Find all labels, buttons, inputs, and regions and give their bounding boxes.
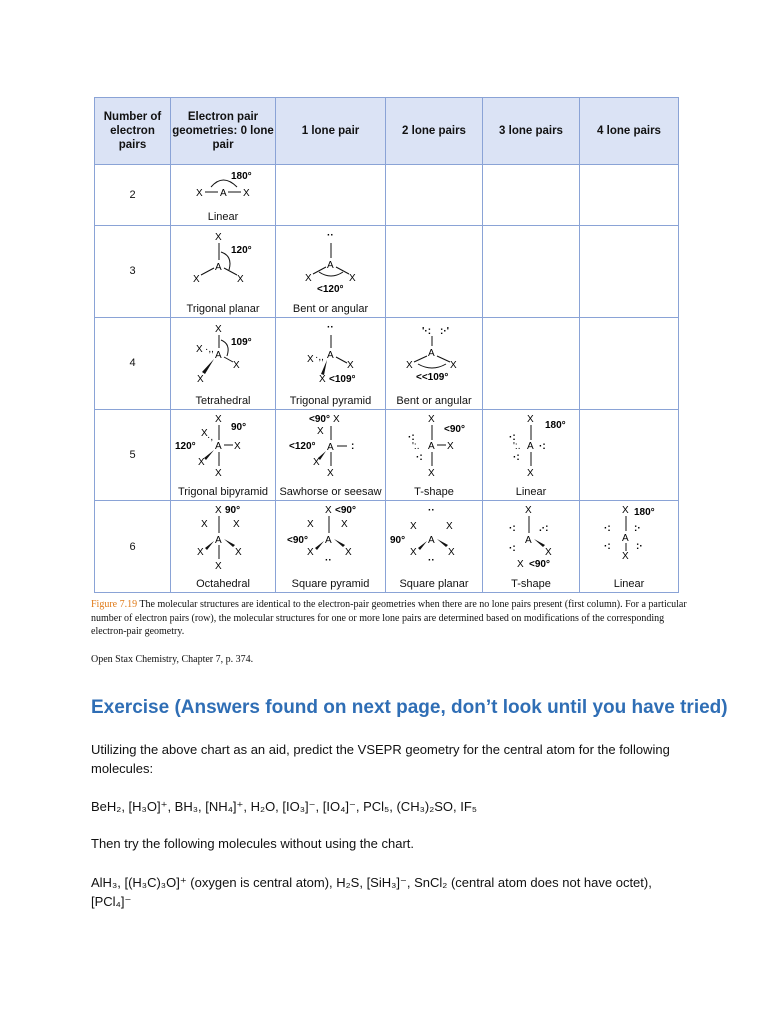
shape-cell xyxy=(276,409,386,501)
bent-diagram xyxy=(277,226,385,294)
shape-cell xyxy=(171,317,276,409)
shape-cell xyxy=(171,165,276,226)
svg-text:':.: ':. xyxy=(412,440,420,452)
shape-cell xyxy=(171,409,276,501)
svg-text:X: X xyxy=(622,505,629,517)
table-header-row xyxy=(95,98,679,165)
svg-text:X: X xyxy=(215,505,222,517)
empty-cell xyxy=(386,165,483,226)
shape-name: Tetrahedral xyxy=(195,394,251,407)
svg-text:X: X xyxy=(428,467,435,478)
svg-text:<120°: <120° xyxy=(316,284,344,294)
figure-caption xyxy=(91,598,691,639)
shape-name: Trigonal planar xyxy=(186,302,260,315)
table-row xyxy=(95,226,679,318)
svg-text:X: X xyxy=(324,505,332,517)
svg-text:'·:: '·: xyxy=(422,325,432,337)
svg-text:X: X xyxy=(198,456,205,468)
svg-text:.·:: .·: xyxy=(539,523,549,535)
svg-text:X: X xyxy=(316,425,324,437)
linear-diagram xyxy=(171,165,275,209)
svg-text:··: ·· xyxy=(324,555,332,567)
svg-text:X: X xyxy=(340,519,348,531)
pairs-cell: 2 xyxy=(95,165,171,226)
svg-text:A: A xyxy=(428,535,435,547)
shape-cell xyxy=(276,501,386,593)
svg-text:<109°: <109° xyxy=(328,373,356,385)
pairs-cell: 4 xyxy=(95,317,171,409)
svg-text:A: A xyxy=(215,262,222,273)
svg-text:X: X xyxy=(197,373,204,385)
svg-text:<<109°: <<109° xyxy=(416,371,449,383)
shape-name: Linear xyxy=(515,486,547,499)
svg-text:<90°: <90° xyxy=(334,505,356,517)
svg-text:X: X xyxy=(234,440,241,452)
svg-text:·,,: ·,, xyxy=(314,351,324,363)
svg-text:<90°: <90° xyxy=(308,413,330,425)
svg-text:X: X xyxy=(525,505,532,517)
shape-name: Square planar xyxy=(399,578,469,591)
svg-text:<90°: <90° xyxy=(444,423,465,435)
empty-cell xyxy=(580,409,679,501)
svg-text:A: A xyxy=(220,188,227,199)
svg-text:90°: 90° xyxy=(231,421,247,433)
svg-text:X: X xyxy=(215,323,222,335)
svg-text:X: X xyxy=(215,467,222,478)
svg-text:·:: ·: xyxy=(604,541,611,553)
svg-text:A: A xyxy=(527,440,534,452)
t-shape-six-diagram xyxy=(483,501,579,571)
exercise-heading: Exercise (Answers found on next page, don’t look until you have tried) xyxy=(91,697,728,718)
svg-text::·': :·' xyxy=(440,325,450,337)
shape-cell xyxy=(386,317,483,409)
svg-text:X: X xyxy=(410,547,417,559)
svg-text:·:: ·: xyxy=(416,451,423,463)
header-three-lone-pairs: 3 lone pairs xyxy=(483,98,580,165)
trigonal-pyramid-diagram xyxy=(277,318,385,386)
caption-text: The molecular structures are identical to the electron-pair geometries when there are no lone pairs present (first column). For a particular number of electron pairs (row), the molecular structures for one or more lone pairs are determined based on modifications of the corresponding electron-pair geometry. xyxy=(91,599,687,637)
svg-text:X: X xyxy=(233,519,240,531)
svg-text:<90°: <90° xyxy=(286,535,308,547)
svg-text:X: X xyxy=(215,413,222,425)
header-one-lone-pair: 1 lone pair xyxy=(276,98,386,165)
svg-text:X: X xyxy=(233,359,240,371)
svg-text:A: A xyxy=(326,260,334,271)
svg-text:A: A xyxy=(215,440,222,452)
svg-text:X: X xyxy=(332,413,340,425)
svg-text:<90°: <90° xyxy=(529,559,550,571)
svg-text:X: X xyxy=(243,188,250,199)
shape-name: Sawhorse or seesaw xyxy=(279,486,382,499)
octahedral-diagram xyxy=(171,501,275,571)
svg-text:X: X xyxy=(197,547,204,559)
t-shape-diagram xyxy=(386,410,482,478)
svg-text:X: X xyxy=(446,521,453,533)
molecule-list-2: AlH₃, [(H₃C)₃O]⁺ (oxygen is central atom), H₂S, [SiH₃]⁻, SnCl₂ (central atom does not have octet), [PCl₄]⁻ xyxy=(91,875,652,909)
shape-name: Bent or angular xyxy=(396,394,472,407)
svg-text:X: X xyxy=(201,519,208,531)
svg-text:A: A xyxy=(525,535,532,547)
svg-text:109°: 109° xyxy=(231,336,252,348)
exercise-instruction: Then try the following molecules without using the chart. xyxy=(91,836,415,851)
svg-text:X: X xyxy=(406,359,413,371)
empty-cell xyxy=(483,317,580,409)
svg-text:X: X xyxy=(344,547,352,559)
shape-cell xyxy=(386,501,483,593)
molecule-list-1: BeH₂, [H₃O]⁺, BH₃, [NH₄]⁺, H₂O, [IO₃]⁻, [IO₄]⁻, PCl₅, (CH₃)₂SO, IF₅ xyxy=(91,799,478,814)
svg-text:90°: 90° xyxy=(225,505,241,517)
shape-name: Trigonal pyramid xyxy=(289,394,372,407)
svg-text:X: X xyxy=(428,413,435,425)
empty-cell xyxy=(386,226,483,318)
svg-text:A: A xyxy=(324,535,332,547)
svg-text:180°: 180° xyxy=(634,507,655,519)
seesaw-diagram xyxy=(277,410,385,478)
svg-text:X: X xyxy=(306,353,314,365)
shape-cell xyxy=(386,409,483,501)
svg-text:X: X xyxy=(318,373,326,385)
table-row xyxy=(95,409,679,501)
svg-text:·:: ·: xyxy=(509,523,516,535)
svg-text:120°: 120° xyxy=(231,245,252,256)
svg-text:·,,: ·,, xyxy=(205,343,214,355)
svg-text:·:: ·: xyxy=(509,431,516,443)
shape-cell xyxy=(580,501,679,593)
header-electron-pairs: Number of electron pairs xyxy=(95,98,171,165)
empty-cell xyxy=(276,165,386,226)
shape-name: Square pyramid xyxy=(291,578,370,591)
svg-text:X: X xyxy=(326,467,334,478)
svg-text:X: X xyxy=(348,273,356,284)
svg-text:X: X xyxy=(306,547,314,559)
svg-text:··: ·· xyxy=(326,230,334,241)
svg-text:X: X xyxy=(201,427,208,439)
shape-cell xyxy=(276,226,386,318)
svg-text:·:: ·: xyxy=(539,440,546,452)
svg-text:X: X xyxy=(306,519,314,531)
svg-text:··: ·· xyxy=(428,505,435,517)
header-zero-lone-pair: Electron pair geometries: 0 lone pair xyxy=(171,98,276,165)
shape-name: T-shape xyxy=(414,486,454,499)
svg-text:<120°: <120° xyxy=(288,440,316,452)
svg-text:A: A xyxy=(326,441,334,453)
shape-name: Trigonal bipyramid xyxy=(177,486,269,499)
svg-text:·:: ·: xyxy=(408,431,415,443)
svg-text:A: A xyxy=(215,535,222,547)
svg-text:X: X xyxy=(346,359,354,371)
empty-cell xyxy=(580,317,679,409)
shape-name: Bent or angular xyxy=(292,302,369,315)
linear-five-diagram xyxy=(483,410,579,478)
svg-text:X: X xyxy=(193,274,200,285)
shape-cell xyxy=(483,409,580,501)
svg-text:A: A xyxy=(622,533,629,545)
shape-name: T-shape xyxy=(511,578,551,591)
svg-text:X: X xyxy=(304,273,312,284)
svg-text:180°: 180° xyxy=(545,419,566,431)
citation: Open Stax Chemistry, Chapter 7, p. 374. xyxy=(91,654,254,665)
pairs-cell: 3 xyxy=(95,226,171,318)
svg-text:X: X xyxy=(410,521,417,533)
exercise-intro: Utilizing the above chart as an aid, predict the VSEPR geometry for the central atom for the following molecules: xyxy=(91,742,670,776)
table-row xyxy=(95,317,679,409)
tetrahedral-diagram xyxy=(171,318,275,386)
shape-cell xyxy=(483,501,580,593)
svg-text::: : xyxy=(350,440,354,452)
svg-text:A: A xyxy=(326,349,334,361)
bent-angular-diagram xyxy=(386,318,482,386)
svg-text:180°: 180° xyxy=(231,171,252,182)
empty-cell xyxy=(483,226,580,318)
svg-text:X: X xyxy=(450,359,457,371)
svg-text:A: A xyxy=(428,440,435,452)
pairs-cell: 6 xyxy=(95,501,171,593)
table-row xyxy=(95,501,679,593)
svg-text:·:: ·: xyxy=(509,543,516,555)
figure-label: Figure 7.19 xyxy=(91,599,138,610)
svg-text:X: X xyxy=(517,559,524,571)
svg-text:A: A xyxy=(215,349,222,361)
header-four-lone-pairs: 4 lone pairs xyxy=(580,98,679,165)
svg-text:··: ·· xyxy=(428,555,435,567)
shape-name: Octahedral xyxy=(196,578,250,591)
shape-name: Linear xyxy=(613,578,645,591)
svg-text:X: X xyxy=(622,551,629,563)
svg-text::·: :· xyxy=(636,541,643,553)
empty-cell xyxy=(580,226,679,318)
svg-text:·:: ·: xyxy=(604,523,611,535)
svg-text:':.: ':. xyxy=(513,440,521,452)
svg-text:·:: ·: xyxy=(513,451,520,463)
svg-text:A: A xyxy=(428,347,435,359)
square-planar-diagram xyxy=(386,501,482,571)
table-row xyxy=(95,165,679,226)
svg-text:X: X xyxy=(527,467,534,478)
svg-text::·: :· xyxy=(634,523,641,535)
square-pyramid-diagram xyxy=(277,501,385,571)
svg-text:X: X xyxy=(215,561,222,572)
svg-text:X: X xyxy=(196,188,203,199)
shape-cell xyxy=(171,501,276,593)
svg-text:X: X xyxy=(448,547,455,559)
empty-cell xyxy=(580,165,679,226)
svg-text:X: X xyxy=(235,547,242,559)
svg-text:X: X xyxy=(196,343,203,355)
shape-cell xyxy=(171,226,276,318)
svg-text:X: X xyxy=(545,547,552,559)
svg-text:X: X xyxy=(447,440,454,452)
svg-text:··: ·· xyxy=(326,321,334,333)
header-two-lone-pairs: 2 lone pairs xyxy=(386,98,483,165)
pairs-cell: 5 xyxy=(95,409,171,501)
svg-text:X: X xyxy=(215,232,222,243)
svg-text:·,: ·, xyxy=(207,431,214,443)
svg-text:120°: 120° xyxy=(175,440,196,452)
empty-cell xyxy=(483,165,580,226)
svg-text:90°: 90° xyxy=(390,535,406,547)
shape-name: Linear xyxy=(207,211,239,223)
trigonal-planar-diagram xyxy=(171,226,275,294)
svg-text:X: X xyxy=(237,274,244,285)
svg-text:X: X xyxy=(527,413,534,425)
trigonal-bipyramid-diagram xyxy=(171,410,275,478)
svg-text:X: X xyxy=(312,456,320,468)
linear-six-diagram xyxy=(580,501,678,571)
vsepr-table xyxy=(94,97,679,593)
shape-cell xyxy=(276,317,386,409)
